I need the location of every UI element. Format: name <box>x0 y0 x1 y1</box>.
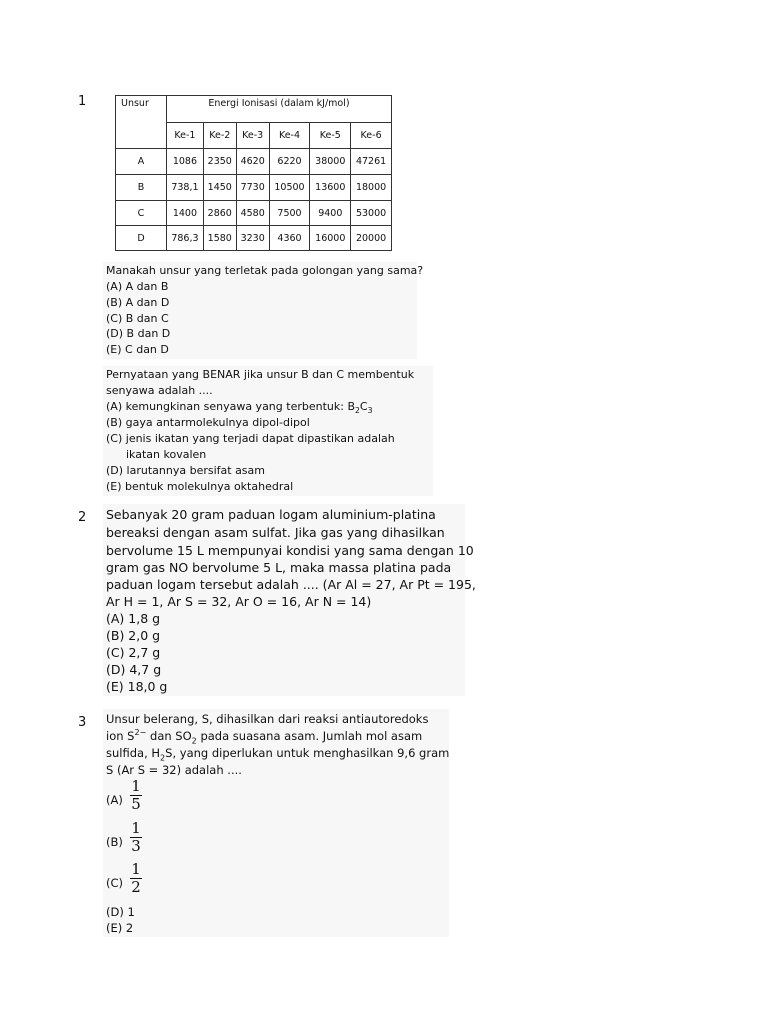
value-cell: 2350 <box>203 149 236 175</box>
value-cell: 6220 <box>269 149 310 175</box>
question-2-text: bervolume 15 L mempunyai kondisi yang sama dengan 10 <box>106 543 474 558</box>
fraction-numerator: 1 <box>131 860 141 878</box>
question-1b-text: Pernyataan yang BENAR jika unsur B dan C membentuk <box>106 368 415 381</box>
answer-option: (C) B dan C <box>106 312 169 325</box>
answer-option: (E) C dan D <box>106 343 169 356</box>
question-1a-block <box>103 262 424 359</box>
question-2-text: gram gas NO bervolume 5 L, maka massa platina pada <box>106 560 452 575</box>
question-2-block <box>103 504 476 696</box>
answer-option: (B) 2,0 g <box>106 628 161 643</box>
answer-option <box>106 400 373 416</box>
fraction-denominator: 3 <box>131 837 141 855</box>
table-row <box>116 226 392 251</box>
ionization-energy-table <box>115 95 392 251</box>
value-cell: 9400 <box>310 201 351 226</box>
question-3-text <box>106 746 450 763</box>
value-cell: 4360 <box>269 226 310 251</box>
question-number-2: 2 <box>78 510 87 525</box>
question-number-1: 1 <box>78 94 87 109</box>
value-cell: 7730 <box>236 175 269 201</box>
column-header: Ke-3 <box>236 123 269 149</box>
answer-option: (A) A dan B <box>106 280 169 293</box>
value-cell: 53000 <box>351 201 392 226</box>
ion-text: ion S <box>106 729 135 743</box>
value-cell: 1400 <box>167 201 204 226</box>
formula-c: C <box>359 400 368 413</box>
fraction-numerator: 1 <box>131 819 141 837</box>
table-row <box>116 175 392 201</box>
question-2-text: Ar H = 1, Ar S = 32, Ar O = 16, Ar N = 14) <box>106 594 372 609</box>
answer-option: (E) 18,0 g <box>106 679 168 694</box>
answer-option: (D) B dan D <box>106 327 171 340</box>
value-cell: 2860 <box>203 201 236 226</box>
value-cell: 47261 <box>351 149 392 175</box>
question-1b-text: senyawa adalah .... <box>106 384 213 397</box>
value-cell: 10500 <box>269 175 310 201</box>
value-cell: 786,3 <box>167 226 204 251</box>
question-3-rest: S, yang diperlukan untuk menghasilkan 9,6 gram <box>165 746 450 760</box>
value-cell: 16000 <box>310 226 351 251</box>
question-3-text: S (Ar S = 32) adalah .... <box>106 763 242 777</box>
answer-option: (E) 2 <box>106 921 134 935</box>
answer-option: (B) A dan D <box>106 296 170 309</box>
value-cell: 18000 <box>351 175 392 201</box>
table-header-element: Unsur <box>116 96 167 149</box>
question-3-rest: pada suasana asam. Jumlah mol asam <box>196 729 423 743</box>
column-header: Ke-5 <box>310 123 351 149</box>
question-number-3: 3 <box>78 715 87 730</box>
table-row <box>116 149 392 175</box>
question-3-text <box>106 728 423 746</box>
column-header: Ke-2 <box>203 123 236 149</box>
value-cell: 1450 <box>203 175 236 201</box>
so-text: dan SO <box>146 729 192 743</box>
element-cell: A <box>116 149 167 175</box>
value-cell: 3230 <box>236 226 269 251</box>
question-3-block <box>103 709 449 937</box>
question-1a-text: Manakah unsur yang terletak pada golongan yang sama? <box>106 264 424 277</box>
answer-option-continuation: ikatan kovalen <box>126 448 207 461</box>
h2s-prefix: sulfida, H <box>106 746 161 760</box>
answer-option: (C) jenis ikatan yang terjadi dapat dipastikan adalah <box>106 432 395 445</box>
fraction-numerator: 1 <box>131 777 141 795</box>
value-cell: 1580 <box>203 226 236 251</box>
answer-option: (D) larutannya bersifat asam <box>106 464 265 477</box>
question-3-text: Unsur belerang, S, dihasilkan dari reaksi antiautoredoks <box>106 712 429 726</box>
option-a-prefix: (A) kemungkinan senyawa yang terbentuk: <box>106 400 348 413</box>
answer-option: (B) gaya antarmolekulnya dipol-dipol <box>106 416 310 429</box>
table-header-energy: Energi Ionisasi (dalam kJ/mol) <box>167 96 392 123</box>
fraction-denominator: 5 <box>131 795 141 813</box>
answer-option: (A) 1,8 g <box>106 611 161 626</box>
value-cell: 738,1 <box>167 175 204 201</box>
column-header: Ke-4 <box>269 123 310 149</box>
question-2-text: bereaksi dengan asam sulfat. Jika gas yang dihasilkan <box>106 525 445 540</box>
value-cell: 7500 <box>269 201 310 226</box>
fraction-option-a <box>130 778 142 813</box>
column-header: Ke-6 <box>351 123 392 149</box>
question-1b-block <box>103 366 433 496</box>
table-row <box>116 201 392 226</box>
answer-option-label: (C) <box>106 876 124 890</box>
answer-option: (D) 4,7 g <box>106 662 162 677</box>
question-2-text: paduan logam tersebut adalah .... (Ar Al = 27, Ar Pt = 195, <box>106 577 476 592</box>
ion-charge: 2− <box>134 728 147 738</box>
column-header: Ke-1 <box>167 123 204 149</box>
answer-option-label: (B) <box>106 835 123 849</box>
value-cell: 20000 <box>351 226 392 251</box>
answer-option: (D) 1 <box>106 905 135 919</box>
question-2-text: Sebanyak 20 gram paduan logam aluminium-platina <box>106 507 436 522</box>
formula-b: B <box>347 400 355 413</box>
formula-subscript: 2 <box>354 406 360 416</box>
value-cell: 4620 <box>236 149 269 175</box>
value-cell: 4580 <box>236 201 269 226</box>
value-cell: 13600 <box>310 175 351 201</box>
fraction-option-c <box>130 861 142 896</box>
answer-option-label: (A) <box>106 793 123 807</box>
formula-subscript: 3 <box>367 406 373 416</box>
element-cell: D <box>116 226 167 251</box>
formula-subscript: 2 <box>191 736 197 746</box>
value-cell: 38000 <box>310 149 351 175</box>
element-cell: C <box>116 201 167 226</box>
answer-option: (C) 2,7 g <box>106 645 161 660</box>
answer-option: (E) bentuk molekulnya oktahedral <box>106 480 294 493</box>
fraction-option-b <box>130 820 142 855</box>
fraction-denominator: 2 <box>131 878 141 896</box>
value-cell: 1086 <box>167 149 204 175</box>
formula-subscript: 2 <box>160 753 166 763</box>
element-cell: B <box>116 175 167 201</box>
